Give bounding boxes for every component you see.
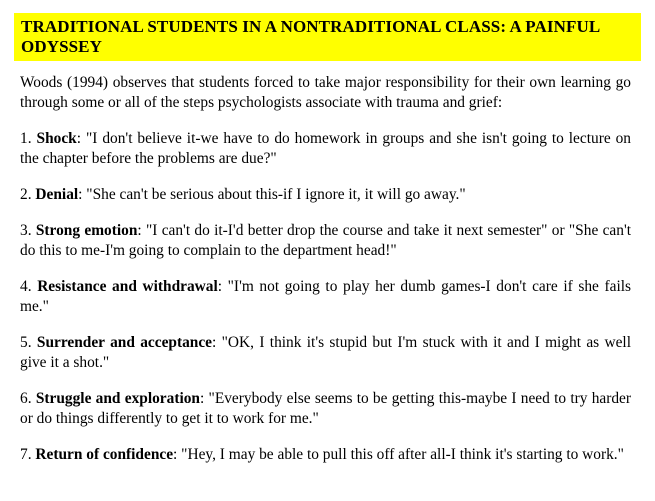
step-quote: : "Everybody else seems to be getting this-maybe I need to try harder or do things differently to get it to work for me." bbox=[20, 390, 632, 427]
step-number: 7. bbox=[20, 446, 32, 463]
step-item-surrender bbox=[20, 333, 631, 373]
step-number: 3. bbox=[20, 222, 32, 239]
step-quote: : "I can't do it-I'd better drop the course and take it next semester" or "She can't do this to me-I'm going to complain to the department head!" bbox=[20, 222, 631, 259]
title-banner bbox=[14, 13, 641, 61]
step-term: Struggle and exploration bbox=[35, 390, 200, 407]
step-number: 1. bbox=[20, 130, 32, 147]
step-number: 2. bbox=[20, 186, 32, 203]
step-term: Shock bbox=[36, 130, 77, 147]
document-title: TRADITIONAL STUDENTS IN A NONTRADITIONAL CLASS: A PAINFUL ODYSSEY bbox=[21, 17, 600, 56]
step-term: Strong emotion bbox=[35, 222, 138, 239]
document-body bbox=[20, 73, 631, 481]
step-term: Return of confidence bbox=[35, 446, 174, 463]
step-item-denial bbox=[20, 185, 631, 205]
step-term: Surrender and acceptance bbox=[36, 334, 213, 351]
step-quote: : "I don't believe it-we have to do homework in groups and she isn't going to lecture on the chapter before the problems are due?" bbox=[20, 130, 631, 167]
step-item-resistance bbox=[20, 277, 631, 317]
step-item-struggle bbox=[20, 389, 631, 429]
intro-paragraph: Woods (1994) observes that students forced to take major responsibility for their own learning go through some or all of the steps psychologists associate with trauma and grief: bbox=[20, 74, 631, 111]
step-number: 5. bbox=[20, 334, 32, 351]
step-number: 6. bbox=[20, 390, 32, 407]
step-item-shock bbox=[20, 129, 631, 169]
step-item-confidence bbox=[20, 445, 631, 465]
step-term: Resistance and withdrawal bbox=[37, 278, 218, 295]
step-term: Denial bbox=[35, 186, 79, 203]
step-quote: : "Hey, I may be able to pull this off after all-I think it's starting to work." bbox=[173, 446, 624, 463]
step-quote: : "I'm not going to play her dumb games-I don't care if she fails me." bbox=[20, 278, 631, 315]
step-quote: : "She can't be serious about this-if I ignore it, it will go away." bbox=[78, 186, 466, 203]
step-number: 4. bbox=[20, 278, 32, 295]
step-quote: : "OK, I think it's stupid but I'm stuck with it and I might as well give it a shot." bbox=[20, 334, 631, 371]
step-item-strong-emotion bbox=[20, 221, 631, 261]
